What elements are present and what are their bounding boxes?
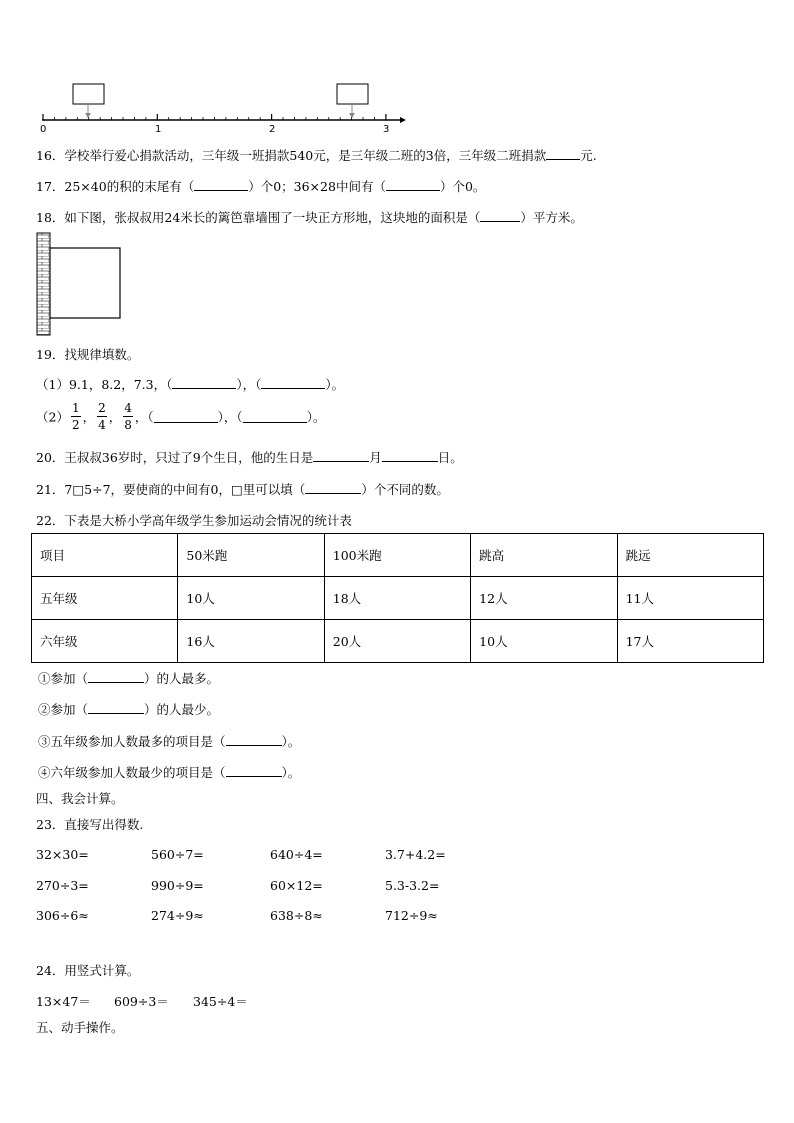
q22-sub-1 xyxy=(38,669,219,687)
q20-text-1: 20．王叔叔36岁时，只过了9个生日，他的生日是 xyxy=(36,450,314,465)
q19-1-end: ）。 xyxy=(325,377,345,392)
question-16 xyxy=(36,146,597,164)
table-header: 50米跑 xyxy=(178,534,324,577)
table-cell: 六年级 xyxy=(32,620,178,663)
calc-item: 990÷9= xyxy=(151,878,204,893)
q19-1-blank-2[interactable] xyxy=(261,376,325,389)
calc-item: 5.3-3.2= xyxy=(385,878,440,893)
q22-sub-4-blank[interactable] xyxy=(226,764,282,777)
number-line-label-0: 0 xyxy=(40,124,47,135)
q22-sub-2-end: ）的人最少。 xyxy=(144,702,220,717)
section-5-heading: 五、动手操作。 xyxy=(36,1020,124,1035)
q18-suffix: ）平方米。 xyxy=(520,210,583,225)
calc-item: 60×12= xyxy=(270,878,323,893)
q19-2-blank-1[interactable] xyxy=(154,410,218,423)
q19-2-open: ，（ xyxy=(134,409,154,425)
question-21 xyxy=(36,480,449,498)
number-line-ticks xyxy=(43,114,386,120)
calc-item: 3.7+4.2= xyxy=(385,847,446,862)
q22-sub-1-end: ）的人最多。 xyxy=(144,671,220,686)
q19-2-blank-2[interactable] xyxy=(243,410,307,423)
number-line-figure xyxy=(30,80,420,140)
q19-1-prefix: （1）9.1，8.2，7.3，（ xyxy=(36,377,173,392)
question-24-title: 24．用竖式计算。 xyxy=(36,963,140,978)
q18-answer-blank[interactable] xyxy=(480,209,520,222)
q22-sub-2-blank[interactable] xyxy=(88,701,144,714)
sports-stats-table xyxy=(31,533,764,663)
q19-2-end: ）。 xyxy=(306,409,326,425)
question-19-line-2 xyxy=(36,400,325,433)
q21-text-1: 21．7□5÷7，要使商的中间有0，□里可以填（ xyxy=(36,482,306,497)
calc-item: 270÷3= xyxy=(36,878,89,893)
table-header: 100米跑 xyxy=(324,534,470,577)
table-header-row xyxy=(32,534,764,577)
table-row xyxy=(32,620,764,663)
table-header: 跳远 xyxy=(617,534,763,577)
table-cell: 20人 xyxy=(324,620,470,663)
question-19-title: 19．找规律填数。 xyxy=(36,347,140,362)
q19-1-blank-1[interactable] xyxy=(172,376,236,389)
q21-text-2: ）个不同的数。 xyxy=(361,482,449,497)
table-cell: 12人 xyxy=(471,577,617,620)
calc-item: 306÷6≈ xyxy=(36,908,89,923)
vertical-calc-item: 609÷3＝ xyxy=(114,994,169,1009)
q20-day-blank[interactable] xyxy=(382,449,438,462)
question-23-title: 23．直接写出得数. xyxy=(36,817,144,832)
table-cell: 17人 xyxy=(617,620,763,663)
table-cell: 10人 xyxy=(471,620,617,663)
table-cell: 18人 xyxy=(324,577,470,620)
table-row xyxy=(32,577,764,620)
vertical-calc-item: 345÷4＝ xyxy=(193,994,248,1009)
table-header: 跳高 xyxy=(471,534,617,577)
q17-text-2: ）个0；36×28中间有（ xyxy=(248,179,386,194)
number-line-label-3: 3 xyxy=(383,124,390,135)
calc-item: 32×30= xyxy=(36,847,89,862)
q18-text: 18．如下图，张叔叔用24米长的篱笆靠墙围了一块正方形地，这块地的面积是（ xyxy=(36,210,481,225)
q19-1-mid: ），（ xyxy=(236,377,262,392)
number-line-box-right xyxy=(337,84,368,104)
q17-text-1: 17．25×40的积的末尾有（ xyxy=(36,179,195,194)
calc-item: 712÷9≈ xyxy=(385,908,438,923)
table-header: 项目 xyxy=(32,534,178,577)
section-4-heading: 四、我会计算。 xyxy=(36,791,124,806)
table-cell: 11人 xyxy=(617,577,763,620)
q22-sub-3-end: ）。 xyxy=(281,734,301,749)
q17-blank-1[interactable] xyxy=(194,178,248,191)
q16-suffix: 元. xyxy=(580,148,597,163)
q20-month-blank[interactable] xyxy=(313,449,369,462)
q22-sub-1-label: ①参加（ xyxy=(38,671,89,686)
q21-answer-blank[interactable] xyxy=(305,481,361,494)
q22-sub-3-blank[interactable] xyxy=(226,733,282,746)
fraction-2-4: $\frac{2}{4}$ xyxy=(98,401,106,432)
calc-item: 560÷7= xyxy=(151,847,204,862)
number-line-label-2: 2 xyxy=(269,124,276,135)
question-19-line-1 xyxy=(36,375,344,393)
q16-text: 16．学校举行爱心捐款活动，三年级一班捐款540元，是三年级二班的3倍，三年级二班捐款 xyxy=(36,148,547,163)
q22-sub-3 xyxy=(38,732,300,750)
q19-2-sep-2: ， xyxy=(108,409,122,425)
question-17 xyxy=(36,177,485,195)
table-cell: 五年级 xyxy=(32,577,178,620)
wall-square-figure xyxy=(36,232,126,338)
q19-2-mid: ），（ xyxy=(217,409,243,425)
q22-sub-4 xyxy=(38,763,300,781)
q19-2-sep-1: ， xyxy=(82,409,96,425)
table-cell: 16人 xyxy=(178,620,324,663)
fraction-4-8: $\frac{4}{8}$ xyxy=(124,401,132,432)
q20-text-3: 日。 xyxy=(437,450,463,465)
number-line-box-left xyxy=(73,84,104,104)
question-20 xyxy=(36,448,463,466)
q17-text-3: ）个0。 xyxy=(439,179,486,194)
calc-item: 274÷9≈ xyxy=(151,908,204,923)
q22-sub-4-label: ④六年级参加人数最少的项目是（ xyxy=(38,765,226,780)
q19-2-prefix: （2） xyxy=(36,409,69,425)
q22-sub-4-end: ）。 xyxy=(281,765,301,780)
q22-sub-1-blank[interactable] xyxy=(88,670,144,683)
square-plot xyxy=(50,248,120,318)
brick-wall xyxy=(37,233,50,335)
q22-sub-2 xyxy=(38,700,219,718)
q17-blank-2[interactable] xyxy=(386,178,440,191)
calc-item: 640÷4= xyxy=(270,847,323,862)
question-22-title: 22．下表是大桥小学高年级学生参加运动会情况的统计表 xyxy=(36,513,352,528)
q22-sub-3-label: ③五年级参加人数最多的项目是（ xyxy=(38,734,226,749)
calc-item: 638÷8≈ xyxy=(270,908,323,923)
table-cell: 10人 xyxy=(178,577,324,620)
vertical-calc-item: 13×47＝ xyxy=(36,994,91,1009)
number-line-label-1: 1 xyxy=(155,124,162,135)
q20-text-2: 月 xyxy=(369,450,382,465)
q22-sub-2-label: ②参加（ xyxy=(38,702,89,717)
fraction-1-2: $\frac{1}{2}$ xyxy=(71,401,80,432)
q16-answer-blank[interactable] xyxy=(546,147,580,160)
question-18 xyxy=(36,208,583,226)
